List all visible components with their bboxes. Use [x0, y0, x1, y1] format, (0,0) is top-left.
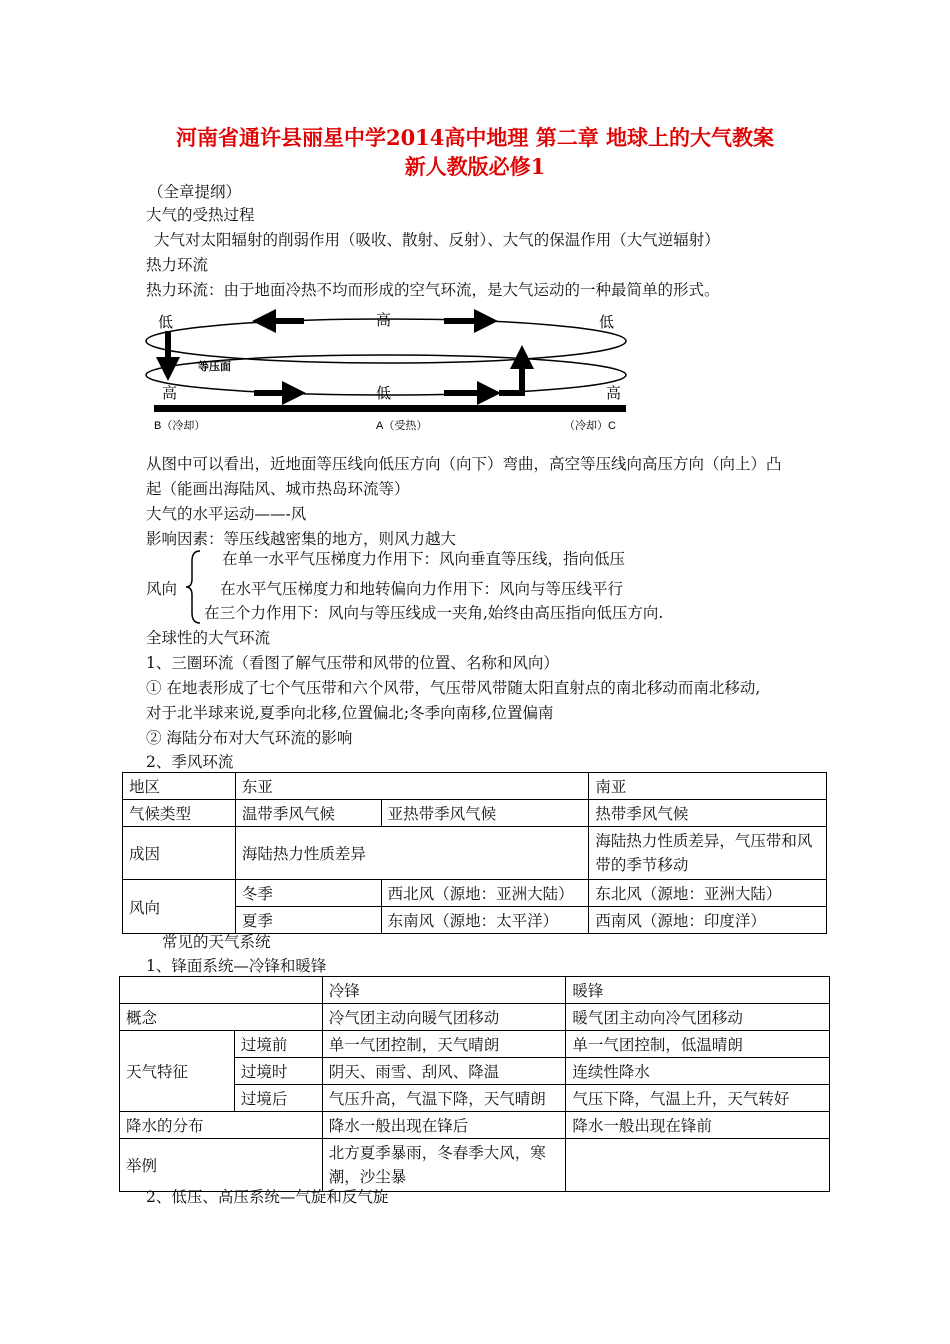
cell-cold-during: 阴天、雨雪、刮风、降温	[322, 1058, 566, 1085]
cell-cold-after: 气压升高，气温下降，天气晴朗	[322, 1085, 566, 1112]
cell-winter: 冬季	[235, 880, 381, 907]
cell-weather-features: 天气特征	[120, 1031, 235, 1112]
cell-ea-winter: 西北风（源地：亚洲大陆）	[381, 880, 589, 907]
cell-region: 地区	[123, 773, 236, 800]
influence-factor: 影响因素：等压线越密集的地方，则风力越大	[146, 530, 457, 548]
wind-rule-2: 在水平气压梯度力和地转偏向力作用下：风向与等压线平行	[220, 580, 624, 598]
cell-warm-after: 气压下降，气温上升，天气转好	[566, 1085, 830, 1112]
cell-sa-winter: 东北风（源地：亚洲大陆）	[589, 880, 827, 907]
diagram-explanation-2: 起（能画出海陆风、城市热岛环流等）	[146, 480, 410, 498]
cell-temperate: 温带季风气候	[235, 800, 381, 827]
cell-warm-during: 连续性降水	[566, 1058, 830, 1085]
cyclone-heading: 2、低压、高压系统—气旋和反气旋	[146, 1188, 389, 1206]
cell-warm-precip: 降水一般出现在锋前	[566, 1112, 830, 1139]
cell-cause-ea: 海陆热力性质差异	[235, 827, 588, 880]
three-cell-point-1: ① 在地表形成了七个气压带和六个风带，气压带风带随太阳直射点的南北移动而南北移动,	[146, 679, 761, 697]
wind-rule-3: 在三个力作用下：风向与等压线成一夹角,始终由高压指向低压方向.	[204, 604, 664, 622]
circulation-definition: 热力环流：由于地面冷热不均而形成的空气环流，是大气运动的一种最简单的形式。	[146, 281, 720, 299]
cell-cold-front: 冷锋	[322, 977, 566, 1004]
cell-ea-summer: 东南风（源地：太平洋）	[381, 907, 589, 934]
cell-precip: 降水的分布	[120, 1112, 323, 1139]
label-b: B（冷却）	[154, 420, 206, 432]
cell-south-asia: 南亚	[589, 773, 827, 800]
outline-note: （全章提纲）	[148, 183, 242, 201]
cell-cause-sa: 海陆热力性质差异，气压带和风带的季节移动	[589, 827, 827, 880]
cell-cold-before: 单一气团控制，天气晴朗	[322, 1031, 566, 1058]
cell-cold-concept: 冷气团主动向暖气团移动	[322, 1004, 566, 1031]
ground-bar	[154, 405, 626, 412]
label-a: A（受热）	[376, 420, 428, 432]
heating-heading: 大气的受热过程	[146, 206, 255, 224]
cell-sa-summer: 西南风（源地：印度洋）	[589, 907, 827, 934]
cell-wind-direction: 风向	[123, 880, 236, 934]
cell-before: 过境前	[234, 1031, 322, 1058]
three-cell-heading: 1、三圈环流（看图了解气压带和风带的位置、名称和风向）	[146, 654, 559, 672]
front-table	[119, 976, 830, 1192]
cell-warm-concept: 暖气团主动向冷气团移动	[566, 1004, 830, 1031]
label-c: （冷却）C	[564, 420, 616, 432]
circulation-heading: 热力环流	[146, 256, 209, 274]
diagram-high-top: 高	[376, 312, 392, 329]
doc-title-line1: 河南省通许县丽星中学2014高中地理 第二章 地球上的大气教案	[175, 125, 775, 150]
diagram-low-top-right: 低	[599, 314, 615, 331]
diagram-high-bottom-right: 高	[606, 385, 622, 402]
cell-east-asia: 东亚	[235, 773, 588, 800]
cell-climate-type: 气候类型	[123, 800, 236, 827]
cell-after: 过境后	[234, 1085, 322, 1112]
cell-subtropical: 亚热带季风气候	[381, 800, 589, 827]
monsoon-table	[122, 772, 827, 934]
cell-summer: 夏季	[235, 907, 381, 934]
cell-tropical: 热带季风气候	[589, 800, 827, 827]
cell-during: 过境时	[234, 1058, 322, 1085]
isobar-label: 等压面	[198, 361, 231, 373]
three-cell-point-1b: 对于北半球来说,夏季向北移,位置偏北;冬季向南移,位置偏南	[146, 704, 554, 722]
heating-text: 大气对太阳辐射的削弱作用（吸收、散射、反射）、大气的保温作用（大气逆辐射）	[154, 231, 720, 249]
three-cell-point-2: ② 海陆分布对大气环流的影响	[146, 729, 353, 747]
thermal-circulation-diagram	[144, 305, 634, 435]
arrow-up-right	[499, 357, 522, 393]
global-circulation-heading: 全球性的大气环流	[146, 629, 271, 647]
cell-warm-before: 单一气团控制，低温晴朗	[566, 1031, 830, 1058]
diagram-low-bottom: 低	[376, 385, 392, 402]
wind-rule-1: 在单一水平气压梯度力作用下：风向垂直等压线，指向低压	[222, 550, 626, 568]
weather-systems-heading: 常见的天气系统	[162, 933, 271, 951]
cell-concept: 概念	[120, 1004, 323, 1031]
monsoon-heading: 2、季风环流	[146, 753, 234, 771]
cell-cause: 成因	[123, 827, 236, 880]
doc-title-line2: 新人教版必修1	[404, 154, 546, 179]
cell-cold-precip: 降水一般出现在锋后	[322, 1112, 566, 1139]
cell-front-blank	[120, 977, 323, 1004]
horizontal-motion-heading: 大气的水平运动——-风	[146, 505, 307, 523]
diagram-explanation: 从图中可以看出，近地面等压线向低压方向（向下）弯曲，高空等压线向高压方向（向上）凸	[146, 455, 782, 473]
cell-cold-example: 北方夏季暴雨，冬春季大风，寒潮，沙尘暴	[322, 1139, 566, 1192]
diagram-high-bottom-left: 高	[162, 385, 178, 402]
cell-example: 举例	[120, 1139, 323, 1192]
diagram-low-top-left: 低	[158, 314, 174, 331]
cell-warm-example	[566, 1139, 830, 1192]
front-system-heading: 1、锋面系统—冷锋和暖锋	[146, 957, 327, 975]
wind-direction-label: 风向	[146, 580, 178, 598]
brace-icon	[184, 549, 204, 625]
cell-warm-front: 暖锋	[566, 977, 830, 1004]
